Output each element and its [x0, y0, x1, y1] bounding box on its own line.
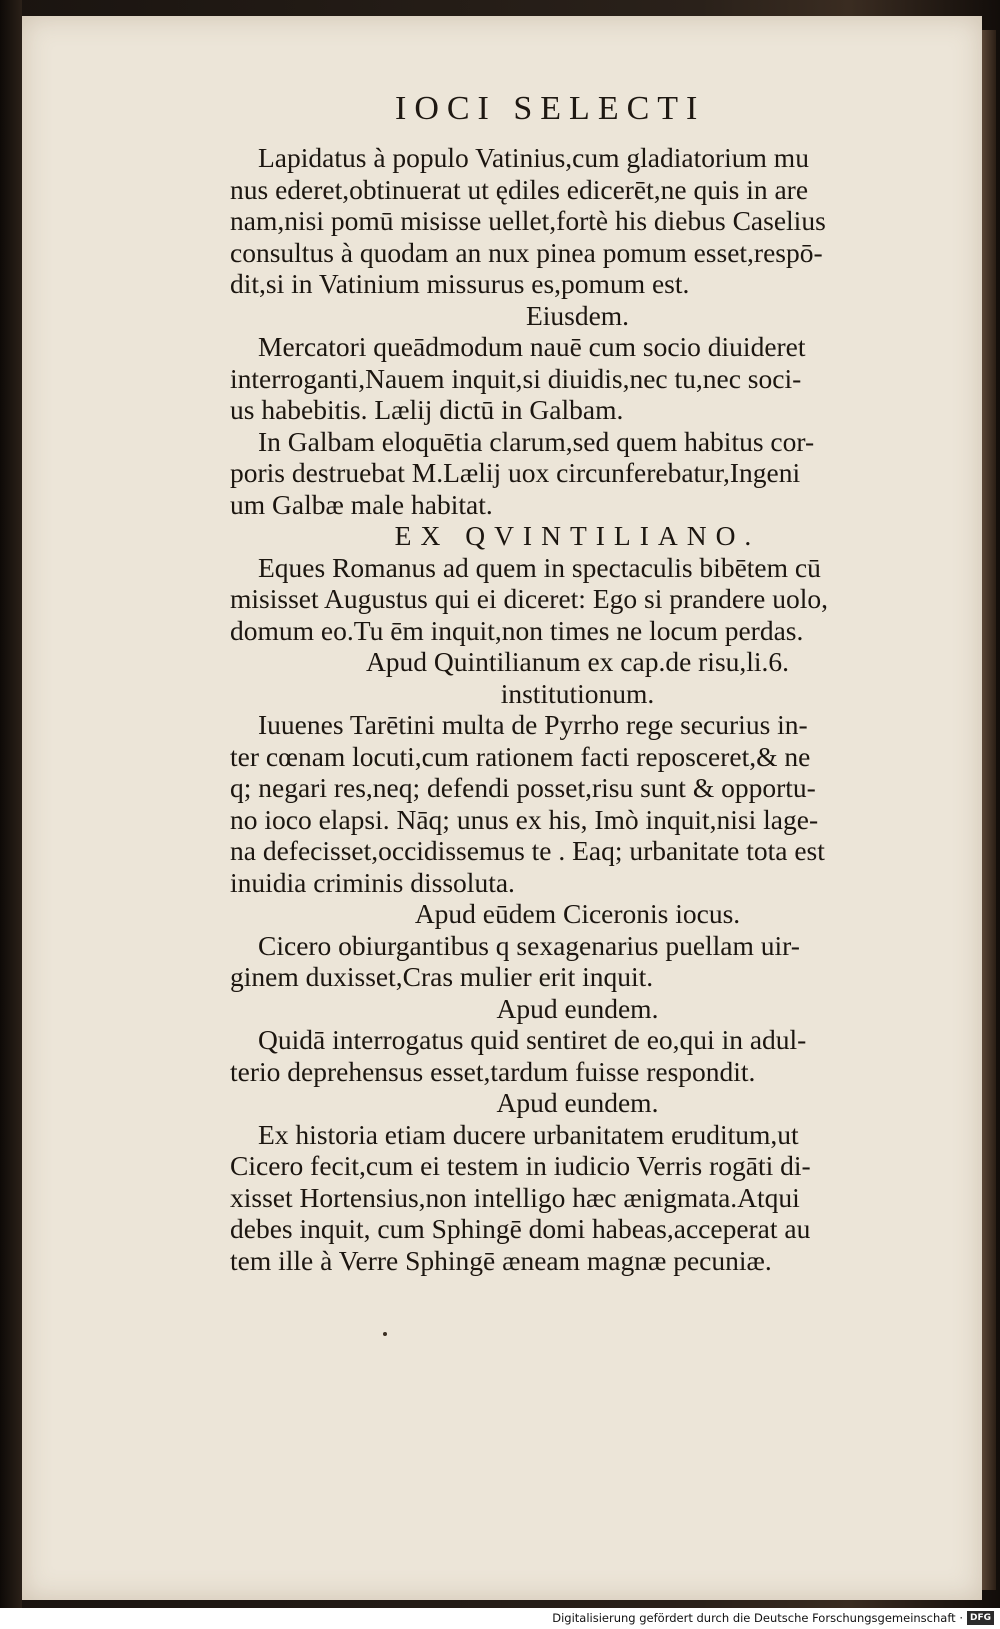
text-line: ginem duxisset,Cras mulier erit inquit. [230, 961, 654, 992]
text-line: Apud eundem. [496, 1087, 659, 1118]
text-line: ter cœnam locuti,cum rationem facti reposceret,& ne [230, 740, 811, 772]
text-line: Lapidatus à populo Vatinius,cum gladiatorium mu [258, 142, 809, 173]
text-line: Apud eūdem Ciceronis iocus. [414, 898, 741, 929]
text-line: Mercatori queādmodum nauē cum socio diuideret [258, 331, 806, 362]
text-line: terio deprehensus esset,tardum fuisse respondit. [230, 1055, 756, 1087]
text-line: q; negari res,neq; defendi posset,risu sunt & opportu- [230, 772, 816, 803]
text-line: Apud eundem. [496, 992, 659, 1024]
text-line: na defecisset,occidissemus te . Eaq; urbanitate tota est [230, 835, 825, 866]
text-line: interroganti,Nauem inquit,si diuidis,nec tu,nec soci- [230, 362, 802, 394]
footer-credit: Digitalisierung gefördert durch die Deutsche Forschungsgemeinschaft · [552, 1611, 963, 1625]
text-line: In Galbam eloquētia clarum,sed quem habitus cor- [258, 425, 815, 457]
text-line: Iuuenes Tarētini multa de Pyrrho rege securius in- [258, 709, 808, 740]
text-line: Cicero fecit,cum ei testem in iudicio Verris rogāti di- [230, 1150, 811, 1181]
text-line: domum eo.Tu ēm inquit,non times ne locum perdas. [230, 614, 804, 646]
text-line: tem ille à Verre Sphingē æneam magnæ pecuniæ. [230, 1244, 772, 1276]
text-line: dit,si in Vatinium missurus es,pomum est. [230, 268, 690, 299]
digitization-footer [0, 1608, 1000, 1629]
text-line: um Galbæ male habitat. [230, 488, 493, 520]
text-line: nus ederet,obtinuerat ut ędiles edicerēt,ne quis in are [230, 173, 809, 205]
text-line: poris destruebat M.Lælij uox circunferebatur,Ingeni [230, 457, 801, 488]
text-line: misisset Augustus qui ei diceret: Ego si prandere uolo, [230, 583, 829, 614]
text-line: inuidia criminis dissoluta. [230, 866, 515, 898]
text-line: Cicero obiurgantibus q sexagenarius puellam uir- [258, 929, 800, 961]
text-line: consultus à quodam an nux pinea pomum esset,respō- [230, 236, 823, 268]
text-line: xisset Hortensius,non intelligo hæc ænigmata.Atqui [230, 1181, 800, 1213]
page-body-text [230, 142, 925, 1276]
text-line: no ioco elapsi. Nāq; unus ex his, Imò inquit,nisi lage- [230, 803, 819, 835]
ink-speck [383, 1332, 387, 1336]
text-line: institutionum. [500, 677, 655, 709]
binding-shadow [0, 0, 22, 1608]
text-line: EX QVINTILIANO. [394, 520, 761, 551]
text-line: Quidā interrogatus quid sentiret de eo,qui in adul- [258, 1024, 807, 1055]
text-line: nam,nisi pomū misisse uellet,fortè his diebus Caselius [230, 205, 826, 236]
text-line: us habebitis. Lælij dictū in Galbam. [230, 394, 624, 425]
text-line: Eiusdem. [525, 299, 630, 331]
text-line: Eques Romanus ad quem in spectaculis bibētem cū [258, 551, 821, 583]
text-line: Ex historia etiam ducere urbanitatem eruditum,ut [258, 1118, 799, 1150]
dfg-logo: DFG [967, 1611, 994, 1625]
text-line: Apud Quintilianum ex cap.de risu,li.6. [365, 646, 790, 677]
text-line: debes inquit, cum Sphingē domi habeas,acceperat au [230, 1213, 811, 1244]
running-head: IOCI SELECTI [395, 90, 706, 127]
page-edge [982, 30, 996, 1590]
